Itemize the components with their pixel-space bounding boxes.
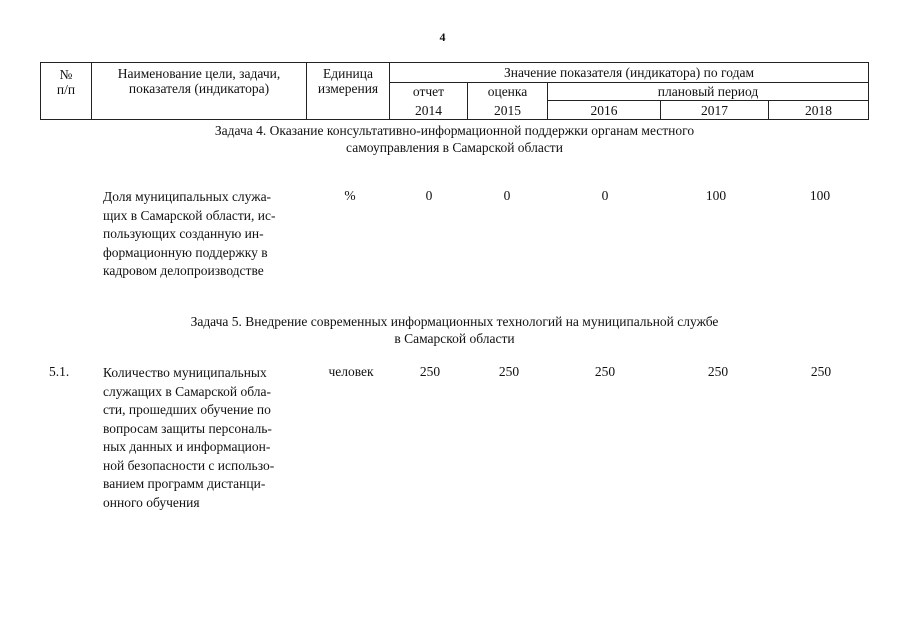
row-unit: % xyxy=(344,188,356,203)
row-unit: человек xyxy=(328,364,374,379)
header-estimate-label: оценка xyxy=(487,84,528,99)
header-year-2016: 2016 xyxy=(590,102,618,118)
header-report-year: 2014 xyxy=(415,102,442,118)
header-year-2017: 2017 xyxy=(701,102,728,118)
row-value-2016: 0 xyxy=(601,188,609,203)
row-value-2018: 250 xyxy=(810,364,832,379)
header-estimate-year: 2015 xyxy=(494,102,521,118)
table-bottom-border xyxy=(40,119,869,120)
row-value-2018: 100 xyxy=(809,188,831,203)
row-value-2015: 0 xyxy=(503,188,511,203)
task-4-title: Задача 4. Оказание консультативно-информационной поддержки органам местного самоуправления в Самарской области xyxy=(214,123,695,155)
row-value-2016: 250 xyxy=(594,364,616,379)
page-number: 4 xyxy=(439,30,446,44)
header-planned-label: плановый период xyxy=(657,84,759,99)
header-year-2018: 2018 xyxy=(805,102,832,118)
row-value-2017: 100 xyxy=(705,188,727,203)
table-right-border xyxy=(868,62,869,120)
header-unit: Единица измерения xyxy=(317,66,379,96)
task-5-title: Задача 5. Внедрение современных информационных технологий на муниципальной службе в Самарской области xyxy=(190,314,719,346)
row-name: Количество муниципальных служащих в Самарской обла- сти, прошедших обучение по вопросам защиты персональ- ных данных и информацион- ной безопасности с использо- ванием программ дистанци- онного обучения xyxy=(103,365,275,510)
header-name: Наименование цели, задачи, показателя (индикатора) xyxy=(117,66,281,96)
row-value-2014: 0 xyxy=(425,188,433,203)
header-values-title: Значение показателя (индикатора) по годам xyxy=(504,65,754,80)
row-name: Доля муниципальных служа- щих в Самарской области, ис- пользующих созданную ин- формационную поддержку в кадровом делопроизводстве xyxy=(103,189,276,278)
row-value-2014: 250 xyxy=(419,364,441,379)
row-value-2017: 250 xyxy=(707,364,729,379)
header-num: № п/п xyxy=(56,67,76,97)
row-value-2015: 250 xyxy=(498,364,520,379)
row-number: 5.1. xyxy=(49,364,70,379)
header-report-label: отчет xyxy=(412,84,445,99)
